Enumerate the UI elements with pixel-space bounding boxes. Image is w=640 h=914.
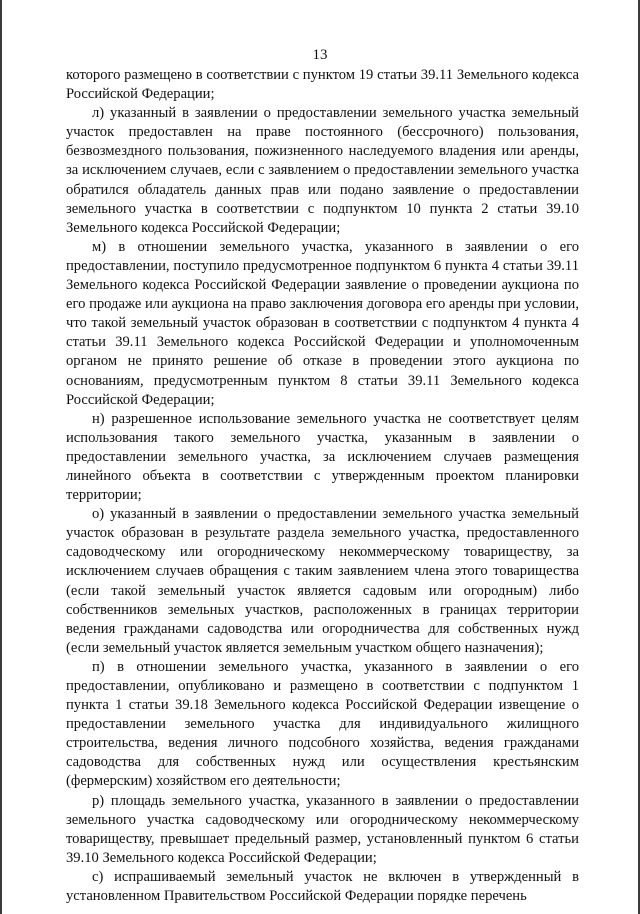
paragraph-item-s: с) испрашиваемый земельный участок не включен в утвержденный в установленном Правительством Российской Федерации порядке перечень <box>66 868 579 905</box>
paragraph-item-o: о) указанный в заявлении о предоставлении земельного участка земельный участок образован в результате раздела земельного участка, предоставленного садоводческому или огородническому некоммерческому товариществу, за исключением случаев обращения с таким заявлением члена этого товарищества (если такой земельный участок является садовым или огородным) либо собственников земельных участков, расположенных в границах территории ведения гражданами садоводства или огородничества для собственных нужд (если земельный участок является земельным участком общего назначения); <box>66 506 579 656</box>
document-body <box>66 66 579 906</box>
paragraph-continuation: которого размещено в соответствии с пунктом 19 статьи 39.11 Земельного кодекса Российской Федерации; <box>66 67 579 103</box>
paragraph-item-n: н) разрешенное использование земельного участка не соответствует целям использования такого земельного участка, указанным в заявлении о предоставлении земельного участка, за исключением случаев размещения линейного объекта в соответствии с утвержденным проектом планировки территории; <box>66 410 579 504</box>
scan-left-edge <box>0 0 2 914</box>
paragraph-item-m: м) в отношении земельного участка, указанного в заявлении о его предоставлении, поступило предусмотренное подпунктом 6 пункта 4 статьи 39.11 Земельного кодекса Российской Федерации заявление о проведении аукциона по его продаже или аукциона на право заключения договора его аренды при условии, что такой земельный участок образован в соответствии с подпунктом 4 пункта 4 статьи 39.11 Земельного кодекса Российской Федерации и уполномоченным органом не принято решение об отказе в проведении этого аукциона по основаниям, предусмотренным пунктом 8 статьи 39.11 Земельного кодекса Российской Федерации; <box>66 238 579 408</box>
paragraph-item-r: р) площадь земельного участка, указанного в заявлении о предоставлении земельного участка садоводческому или огородническому некоммерческому товариществу, превышает предельный размер, установленный пунктом 6 статьи 39.10 Земельного кодекса Российской Федерации; <box>66 792 579 866</box>
paragraph-item-p: п) в отношении земельного участка, указанного в заявлении о его предоставлении, опубликовано и размещено в соответствии с подпунктом 1 пункта 1 статьи 39.18 Земельного кодекса Российской Федерации извещение о предоставлении земельного участка для индивидуального жилищного строительства, ведения личного подсобного хозяйства, ведения гражданами садоводства для собственных нужд или осуществления крестьянским (фермерским) хозяйством его деятельности; <box>66 658 579 790</box>
page-number: 13 <box>312 47 328 63</box>
paragraph-item-l: л) указанный в заявлении о предоставлении земельного участка земельный участок предоставлен на праве постоянного (бессрочного) пользования, безвозмездного пользования, пожизненного наследуемого владения или аренды, за исключением случаев, если с заявлением о предоставлении земельного участка обратился обладатель данных прав или подано заявление о предоставлении земельного участка в соответствии с подпунктом 10 пункта 2 статьи 39.10 Земельного кодекса Российской Федерации; <box>66 105 579 236</box>
